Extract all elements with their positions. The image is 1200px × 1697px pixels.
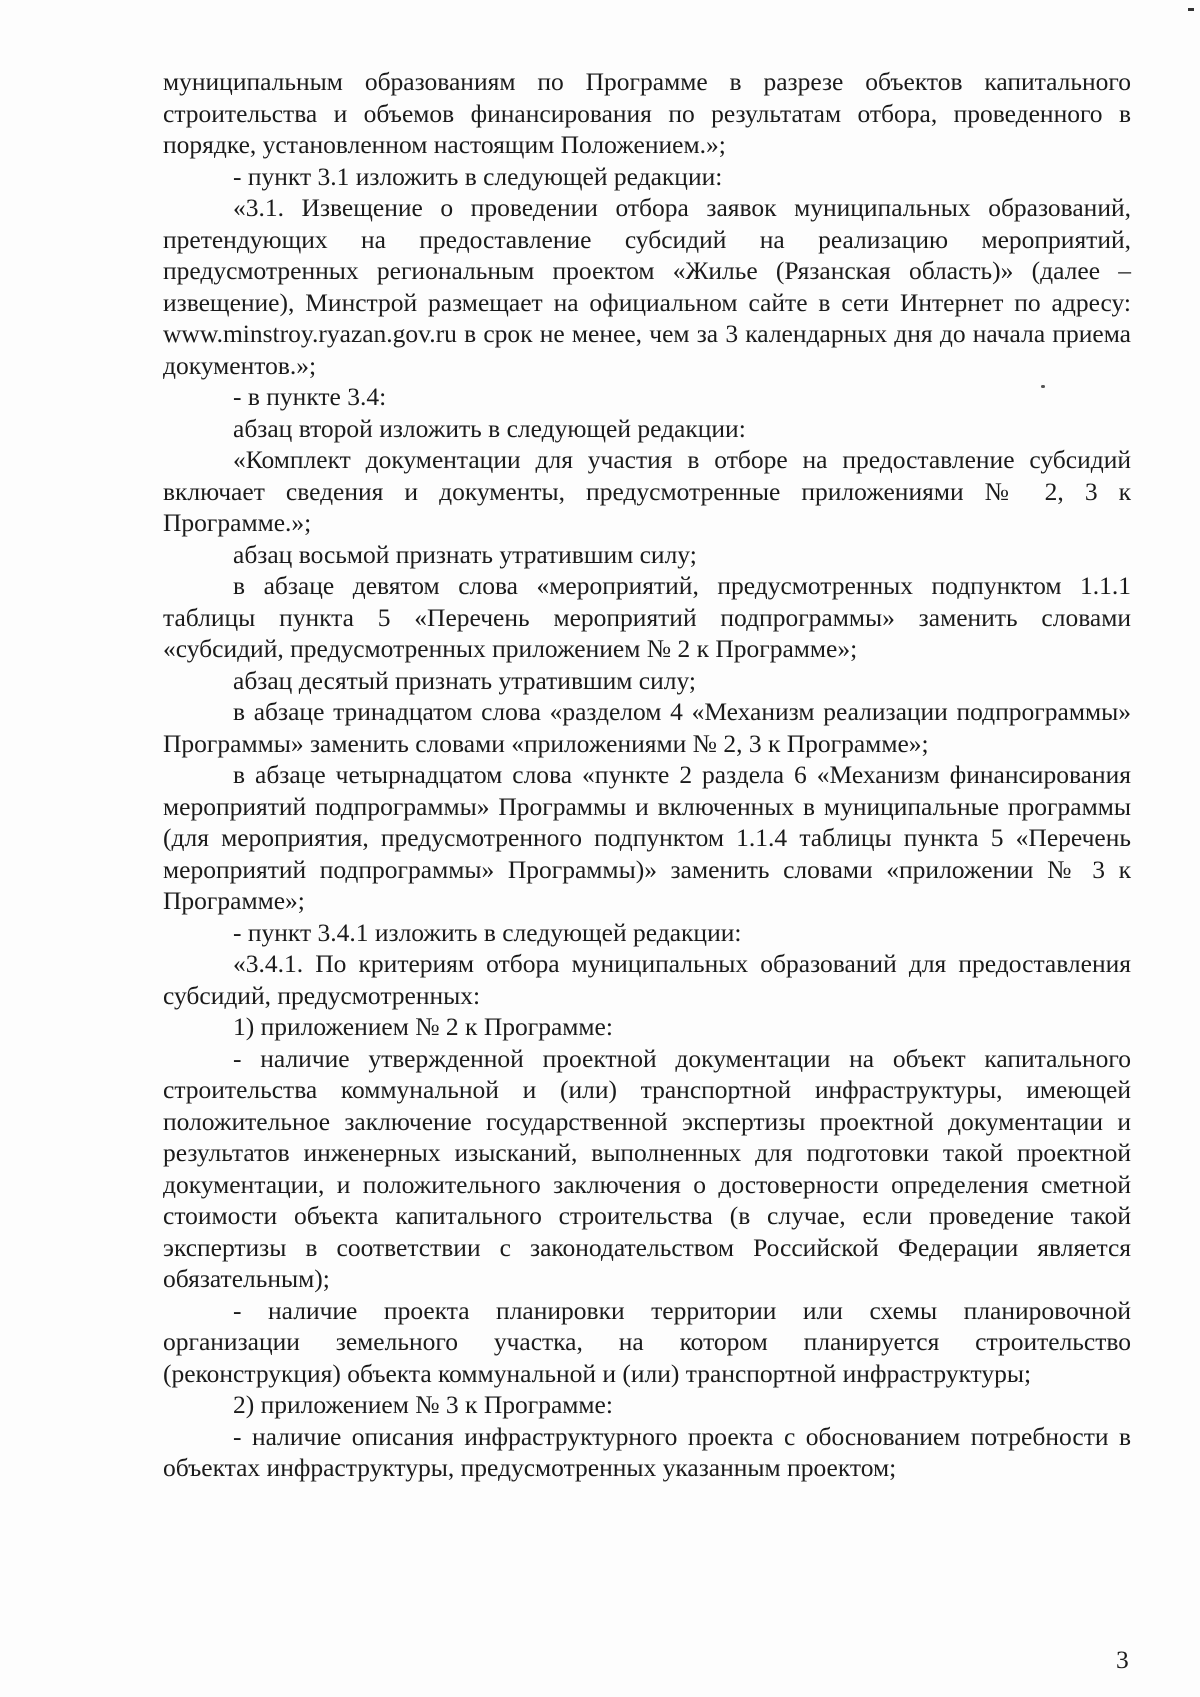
scan-artifact: [1188, 8, 1194, 11]
paragraph-item-3-4: - в пункте 3.4:: [233, 382, 387, 411]
paragraph-quote-komplekt: «Комплект документации для участия в отборе на предоставление субсидий включает сведения и документы, предусмотренные приложениями № 2, 3 к Программе.»;: [163, 445, 1131, 537]
paragraph-abzac-2: абзац второй изложить в следующей редакции:: [233, 413, 746, 443]
paragraph-appendix-3: 2) приложением № 3 к Программе:: [233, 1390, 613, 1419]
paragraph-quote-3-4-1: «3.4.1. По критериям отбора муниципальных образований для предоставления субсидий, предусмотренных:: [163, 949, 1131, 1010]
paragraph-abzac-10: абзац десятый признать утратившим силу;: [233, 665, 696, 695]
paragraph-criterion-infrastructure: - наличие описания инфраструктурного проекта с обоснованием потребности в объектах инфраструктуры, предусмотренных указанным проектом;: [163, 1421, 1131, 1482]
paragraph-item-3-4-1: - пункт 3.4.1 изложить в следующей редакции:: [233, 917, 742, 947]
paragraph-item-3-1: - пункт 3.1 изложить в следующей редакции:: [233, 161, 723, 191]
paragraph-criterion-planning: - наличие проекта планировки территории или схемы планировочной организации земельного участка, на котором планируется строительство (реконструкция) объекта коммунальной и (или) транспортной инфраструктуры;: [163, 1295, 1131, 1388]
page-number: 3: [1116, 1645, 1129, 1674]
paragraph-abzac-8: абзац восьмой признать утратившим силу;: [233, 539, 697, 569]
paragraph-criterion-project-docs: - наличие утвержденной проектной документации на объект капитального строительства коммунальной и (или) транспортной инфраструктуры, имеющей положительное заключение государственной экспертизы проектной документации и результатов инженерных изысканий, выполненных для подготовки такой проектной документации, и положительного заключения о достоверности определения сметной стоимости объекта капитального строительства (в случае, если проведение такой экспертизы в соответствии с законодательством Российской Федерации является обязательным);: [163, 1043, 1131, 1293]
paragraph-abzac-14: в абзаце четырнадцатом слова «пункте 2 раздела 6 «Механизм финансирования мероприятий подпрограммы» Программы и включенных в муниципальные программы (для мероприятия, предусмотренного подпунктом 1.1.4 таблицы пункта 5 «Перечень мероприятий подпрограммы» Программы)» заменить словами «приложении № 3 к Программе»;: [163, 760, 1131, 915]
paragraph-continuation: муниципальным образованиям по Программе в разрезе объектов капитального строительства и объемов финансирования по результатам отбора, проведенного в порядке, установленном настоящим Положением.»;: [163, 67, 1131, 159]
document-body: [163, 66, 1131, 1484]
paragraph-appendix-2: 1) приложением № 2 к Программе:: [233, 1012, 613, 1041]
paragraph-abzac-9: в абзаце девятом слова «мероприятий, предусмотренных подпунктом 1.1.1 таблицы пункта 5 «Перечень мероприятий подпрограммы» заменить словами «субсидий, предусмотренных приложением № 2 к Программе»;: [163, 571, 1131, 663]
paragraph-quote-3-1: «3.1. Извещение о проведении отбора заявок муниципальных образований, претендующих на предоставление субсидий на реализацию мероприятий, предусмотренных региональным проектом «Жилье (Рязанская область)» (далее – извещение), Минстрой размещает на официальном сайте в сети Интернет по адресу: www.minstroy.ryazan.gov.ru в срок не менее, чем за 3 календарных дня до начала приема документов.»;: [163, 193, 1131, 380]
paragraph-abzac-13: в абзаце тринадцатом слова «разделом 4 «Механизм реализации подпрограммы» Программы» заменить словами «приложениями № 2, 3 к Программе»;: [163, 697, 1131, 758]
